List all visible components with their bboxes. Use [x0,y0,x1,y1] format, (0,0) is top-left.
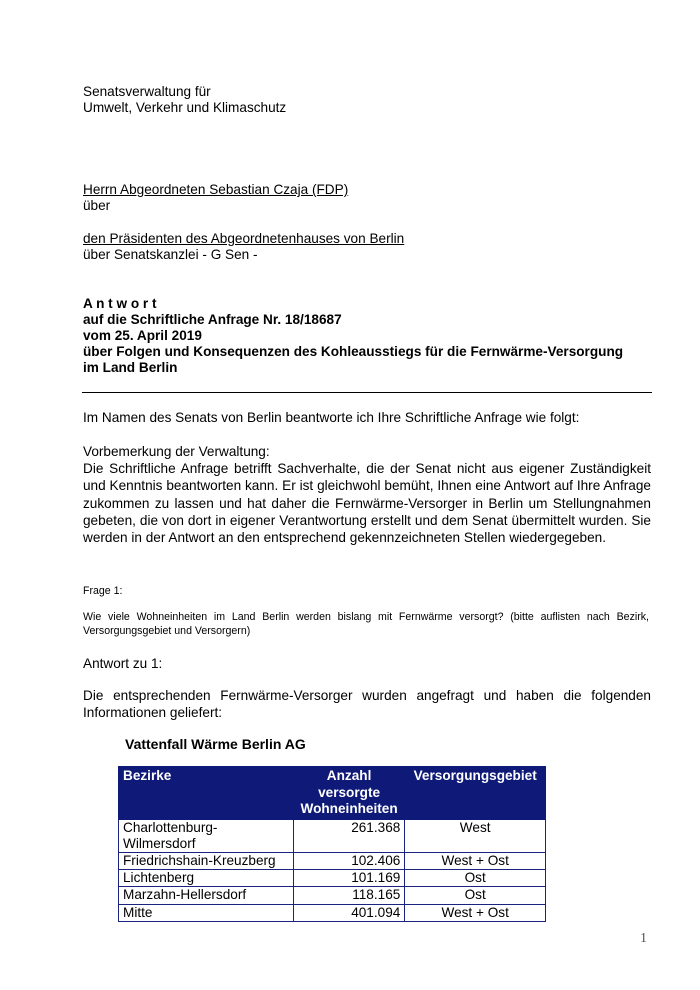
recipient-via: über [83,198,111,213]
cell-anzahl: 401.094 [293,904,405,921]
header-anzahl [293,767,405,820]
cell-bezirk: Lichtenberg [119,870,294,887]
heading-divider [82,392,652,393]
header-versorgungsgebiet: Versorgungsgebiet [405,767,546,820]
question-label: Frage 1: [83,585,123,597]
table-row [119,819,546,852]
cell-gebiet: West + Ost [405,904,546,921]
supplier-name: Vattenfall Wärme Berlin AG [125,736,306,752]
recipient-name: Herrn Abgeordneten Sebastian Czaja (FDP) [83,182,349,197]
cell-bezirk: Mitte [119,904,294,921]
supply-table [118,766,546,922]
cell-anzahl: 118.165 [293,887,405,904]
inquiry-date: vom 25. April 2019 [83,328,202,343]
table-row [119,870,546,887]
table-row [119,887,546,904]
sender-line-2: Umwelt, Verkehr und Klimaschutz [83,100,287,115]
page-number: 1 [640,931,647,946]
cell-bezirk: Friedrichshain-Kreuzberg [119,852,294,869]
answer-word: A n t w o r t [83,296,157,311]
answer-label: Antwort zu 1: [83,656,163,671]
sender-line-1: Senatsverwaltung für [83,84,211,99]
inquiry-number: auf die Schriftliche Anfrage Nr. 18/18687 [83,312,342,327]
inquiry-subject: über Folgen und Konsequenzen des Kohleausstiegs für die Fernwärme-Versorgung [83,344,624,359]
header-anzahl-label: Anzahl versorgte Wohneinheiten [300,768,398,816]
intro-text: Im Namen des Senats von Berlin beantworte ich Ihre Schriftliche Anfrage wie folgt: [83,410,580,425]
cell-gebiet: West [405,819,546,852]
cell-gebiet: Ost [405,887,546,904]
question-text: Wie viele Wohneinheiten im Land Berlin werden bislang mit Fernwärme versorgt? (bitte auflisten nach Bezirk, Versorgungsgebiet und Versorgern) [83,611,649,637]
recipient-president: den Präsidenten des Abgeordnetenhauses von Berlin [83,231,405,246]
cell-bezirk: Marzahn-Hellersdorf [119,887,294,904]
cell-gebiet: West + Ost [405,852,546,869]
table-row [119,904,546,921]
table-row [119,852,546,869]
cell-bezirk: Charlottenburg-Wilmersdorf [119,819,294,852]
preliminary-text: Die Schriftliche Anfrage betrifft Sachverhalte, die der Senat nicht aus eigener Zuständigkeit und Kenntnis beantworten kann. Er ist gleichwohl bemüht, Ihnen eine Antwort auf Ihre Anfrage zukommen zu lassen und hat daher die Fernwärme-Versorger in Berlin um Stellungnahmen gebeten, die von dort in eigener Verantwortung erstellt und dem Senat übermittelt wurden. Sie werden in der Antwort an den entsprechend gekennzeichneten Stellen wiedergegeben. [83,461,651,546]
preliminary-title: Vorbemerkung der Verwaltung: [83,444,270,459]
cell-anzahl: 102.406 [293,852,405,869]
cell-anzahl: 261.368 [293,819,405,852]
cell-gebiet: Ost [405,870,546,887]
inquiry-subject-cont: im Land Berlin [83,360,178,375]
answer-text: Die entsprechenden Fernwärme-Versorger wurden angefragt und haben die folgenden Informationen geliefert: [83,688,651,721]
table-header-row [119,767,546,820]
header-bezirke: Bezirke [119,767,294,820]
recipient-chancellery: über Senatskanzlei - G Sen - [83,247,258,262]
cell-anzahl: 101.169 [293,870,405,887]
